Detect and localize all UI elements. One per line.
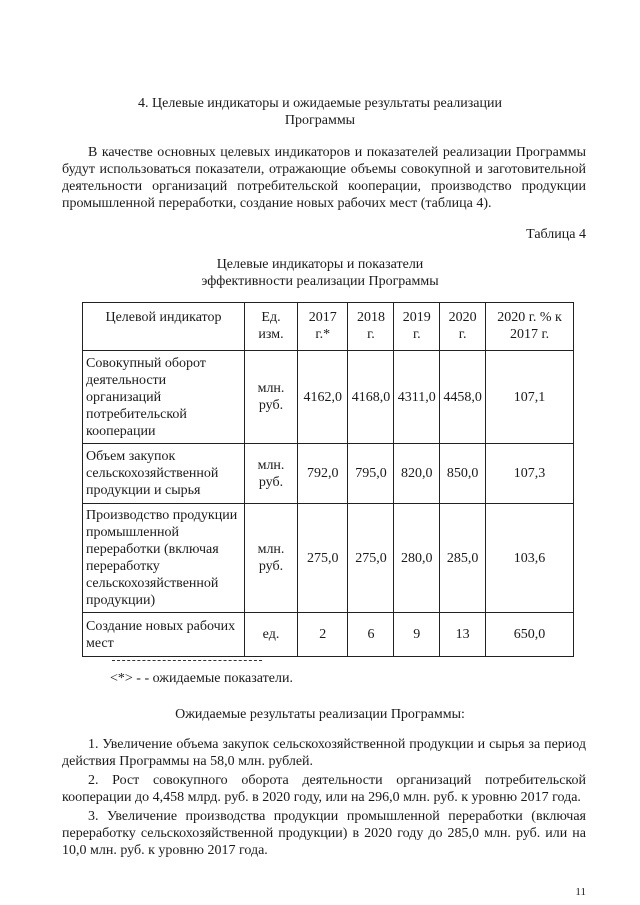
indicators-table: [82, 302, 574, 657]
row-unit: млн. руб.: [245, 444, 298, 504]
row-value-2017: 792,0: [298, 444, 348, 504]
row-value-2020: 13: [440, 613, 486, 657]
header-2018: 2018 г.: [348, 303, 394, 351]
row-value-2017: 4162,0: [298, 351, 348, 444]
row-value-percent: 107,3: [486, 444, 574, 504]
row-value-percent: 107,1: [486, 351, 574, 444]
footnote: <*> - - ожидаемые показатели.: [110, 671, 293, 686]
row-indicator-name: Создание новых рабочих мест: [83, 613, 245, 657]
table-row: [83, 613, 574, 657]
row-unit: ед.: [245, 613, 298, 657]
table-row: [83, 351, 574, 444]
row-value-2020: 285,0: [440, 504, 486, 613]
table-caption: [0, 256, 640, 290]
row-value-2019: 4311,0: [394, 351, 440, 444]
header-indicator: Целевой индикатор: [83, 303, 245, 351]
row-indicator-name: Совокупный оборот деятельности организаций потребительской кооперации: [83, 351, 245, 444]
page-number: 11: [575, 886, 586, 898]
row-value-percent: 650,0: [486, 613, 574, 657]
row-value-2019: 280,0: [394, 504, 440, 613]
header-unit: Ед. изм.: [245, 303, 298, 351]
table-caption-line2: эффективности реализации Программы: [201, 274, 439, 289]
header-2017: 2017 г.*: [298, 303, 348, 351]
row-value-2019: 820,0: [394, 444, 440, 504]
results-title: Ожидаемые результаты реализации Программы:: [175, 707, 465, 722]
header-2019: 2019 г.: [394, 303, 440, 351]
row-unit: млн. руб.: [245, 504, 298, 613]
section-title: [0, 95, 640, 129]
row-value-2018: 6: [348, 613, 394, 657]
intro-paragraph: В качестве основных целевых индикаторов и показателей реализации Программы будут использоваться показатели, отражающие объемы совокупной и заготовительной деятельности организаций потребительской кооперации, производство продукции промышленной переработки, создание новых рабочих мест (таблица 4).: [62, 145, 586, 211]
table-number: Таблица 4: [526, 227, 586, 242]
result-item: 1. Увеличение объема закупок сельскохозяйственной продукции и сырья за период действия Программы на 58,0 млн. рублей.: [62, 737, 586, 769]
row-value-2019: 9: [394, 613, 440, 657]
row-indicator-name: Объем закупок сельскохозяйственной продукции и сырья: [83, 444, 245, 504]
row-value-2017: 2: [298, 613, 348, 657]
result-item: 2. Рост совокупного оборота деятельности организаций потребительской кооперации до 4,458 млрд. руб. в 2020 году, или на 296,0 млн. руб. к уровню 2017 года.: [62, 773, 586, 805]
table-header-row: [83, 303, 574, 351]
header-percent: 2020 г. % к 2017 г.: [486, 303, 574, 351]
table-row: [83, 504, 574, 613]
section-title-line2: Программы: [284, 113, 356, 128]
table-caption-line1: Целевые индикаторы и показатели: [216, 257, 424, 272]
row-value-2017: 275,0: [298, 504, 348, 613]
header-2020: 2020 г.: [440, 303, 486, 351]
row-value-percent: 103,6: [486, 504, 574, 613]
table-row: [83, 444, 574, 504]
section-title-line1: 4. Целевые индикаторы и ожидаемые результаты реализации: [138, 96, 502, 111]
row-value-2020: 850,0: [440, 444, 486, 504]
result-item: 3. Увеличение производства продукции промышленной переработки (включая переработку сельскохозяйственной продукции) в 2020 году до 285,0 млн. руб. или на 10,0 млн. руб. к уровню 2017 года.: [62, 809, 586, 858]
row-unit: млн. руб.: [245, 351, 298, 444]
row-value-2018: 275,0: [348, 504, 394, 613]
row-value-2018: 795,0: [348, 444, 394, 504]
footnote-divider: [112, 660, 262, 661]
row-value-2020: 4458,0: [440, 351, 486, 444]
row-value-2018: 4168,0: [348, 351, 394, 444]
row-indicator-name: Производство продукции промышленной переработки (включая переработку сельскохозяйственной продукции): [83, 504, 245, 613]
